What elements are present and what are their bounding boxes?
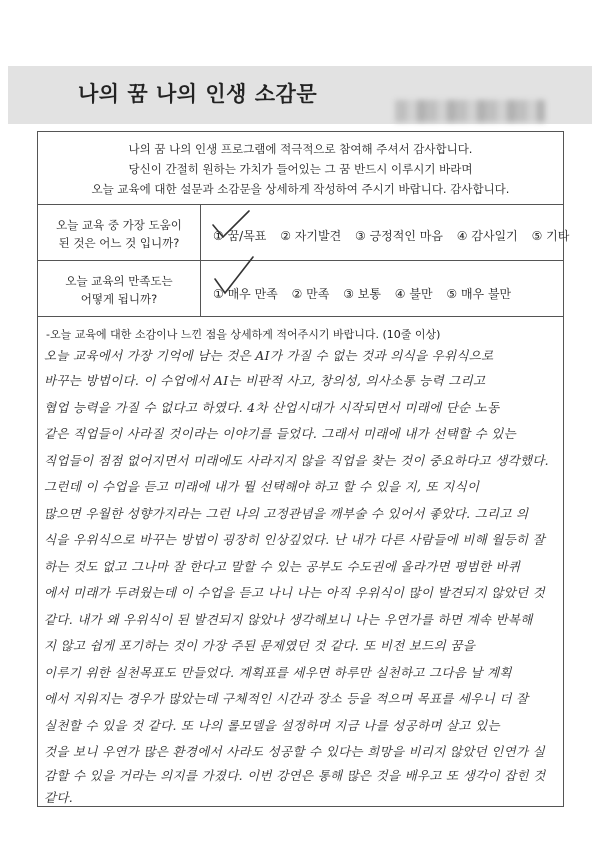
option-4[interactable]: ④ 감사일기 <box>456 229 518 243</box>
option-4[interactable]: ④ 불만 <box>394 287 433 301</box>
option-5[interactable]: ⑤ 기타 <box>531 229 570 243</box>
redacted-name <box>395 100 545 122</box>
essay-line: 오늘 교육에서 가장 기억에 남는 것은 AI가 가질 수 없는 것과 의식을 우위식으로 <box>44 348 494 363</box>
essay-line: 같은 직업들이 사라질 것이라는 이야기를 들었다. 그래서 미래에 내가 선택할 수 있는 <box>44 426 517 441</box>
intro-line-2: 당신이 간절히 원하는 가치가 들어있는 그 꿈 반드시 이루시기 바라며 <box>128 162 473 176</box>
check-mark-icon <box>209 207 253 241</box>
page-title: 나의 꿈 나의 인생 소감문 <box>78 82 318 106</box>
option-3[interactable]: ③ 긍정적인 마음 <box>355 229 443 243</box>
essay-line: 그런데 이 수업을 듣고 미래에 내가 뭘 선택해야 하고 할 수 있을 지, 또 지식이 <box>44 479 480 494</box>
option-2[interactable]: ② 만족 <box>291 287 330 301</box>
option-1[interactable]: ① 꿈/목표 <box>213 229 267 243</box>
essay-line: 것을 보니 우연가 많은 환경에서 사라도 성공할 수 있다는 희망을 비리지 않았던 인연가 실 <box>44 744 546 759</box>
essay-line: 이루기 위한 실천목표도 만들었다. 계획표를 세우면 하루만 실천하고 그다음 날 계획 <box>44 665 512 680</box>
essay-line: 협업 능력을 가질 수 없다고 하였다. 4차 산업시대가 시작되면서 미래에 단순 노동 <box>44 400 500 415</box>
essay-line: 식을 우위식으로 바꾸는 방법이 굉장히 인상깊었다. 난 내가 다른 사람들에 비해 월등히 잘 <box>44 532 546 547</box>
essay-line: 같다. <box>44 790 74 805</box>
question-satisfaction <box>37 261 564 317</box>
question-label-line-1: 오늘 교육 중 가장 도움이 <box>56 218 182 232</box>
options-group <box>213 227 579 244</box>
question-label <box>37 261 201 316</box>
question-label <box>37 205 201 260</box>
essay-line: 지 않고 쉽게 포기하는 것이 가장 주된 문제였던 것 같다. 또 비전 보드의 꿈을 <box>44 638 476 653</box>
intro-line-3: 오늘 교육에 대한 설문과 소감문을 상세하게 작성하여 주시기 바랍니다. 감사합니다. <box>91 182 510 196</box>
essay-line: 실천할 수 있을 것 같다. 또 나의 롤모델을 설정하며 지금 나를 성공하며 살고 있는 <box>44 718 500 733</box>
essay-line: 에서 미래가 두려웠는데 이 수업을 듣고 나니 나는 아직 우위식이 많이 발견되지 않았던 것 <box>44 585 546 600</box>
essay-line: 에서 지워지는 경우가 많았는데 구체적인 시간과 장소 등을 적으며 목표를 세우니 더 잘 <box>44 691 529 706</box>
intro-section <box>37 131 564 205</box>
options-group <box>213 285 521 302</box>
option-5[interactable]: ⑤ 매우 불만 <box>446 287 512 301</box>
question-label-line-2: 된 것은 어느 것 입니까? <box>58 236 180 250</box>
intro-line-1: 나의 꿈 나의 인생 프로그램에 적극적으로 참여해 주셔서 감사합니다. <box>128 142 473 156</box>
essay-line: 감할 수 있을 거라는 의지를 가졌다. 이번 강연은 통해 많은 것을 배우고 또 생각이 잡힌 것 <box>44 768 546 783</box>
question-label-line-1: 오늘 교육의 만족도는 <box>65 274 173 288</box>
question-label-line-2: 어떻게 됩니까? <box>80 292 158 306</box>
check-mark-icon <box>211 253 257 297</box>
option-1[interactable]: ① 매우 만족 <box>213 287 278 301</box>
essay-line: 직업들이 점점 없어지면서 미래에도 사라지지 않을 직업을 찾는 것이 중요하다고 생각했다. <box>44 453 549 468</box>
essay-line: 같다. 내가 왜 우위식이 된 발견되지 않았나 생각해보니 나는 우연가를 하면 계속 반복해 <box>44 612 533 627</box>
option-2[interactable]: ② 자기발견 <box>280 229 342 243</box>
essay-line: 많으면 우월한 성향가지라는 그런 나의 고정관념을 깨부술 수 있어서 좋았다. 그리고 의 <box>44 506 529 521</box>
essay-line: 하는 것도 없고 그나마 잘 한다고 말할 수 있는 공부도 수도권에 올라가면 평범한 바퀴 <box>44 559 521 574</box>
option-3[interactable]: ③ 보통 <box>343 287 381 301</box>
essay-line: 바꾸는 방법이다. 이 수업에서 AI는 비판적 사고, 창의성, 의사소통 능력 그리고 <box>44 373 486 388</box>
essay-prompt: -오늘 교육에 대한 소감이나 느낀 점을 상세하게 적어주시기 바랍니다. (10줄 이상) <box>46 328 441 341</box>
question-most-helpful <box>37 205 570 261</box>
